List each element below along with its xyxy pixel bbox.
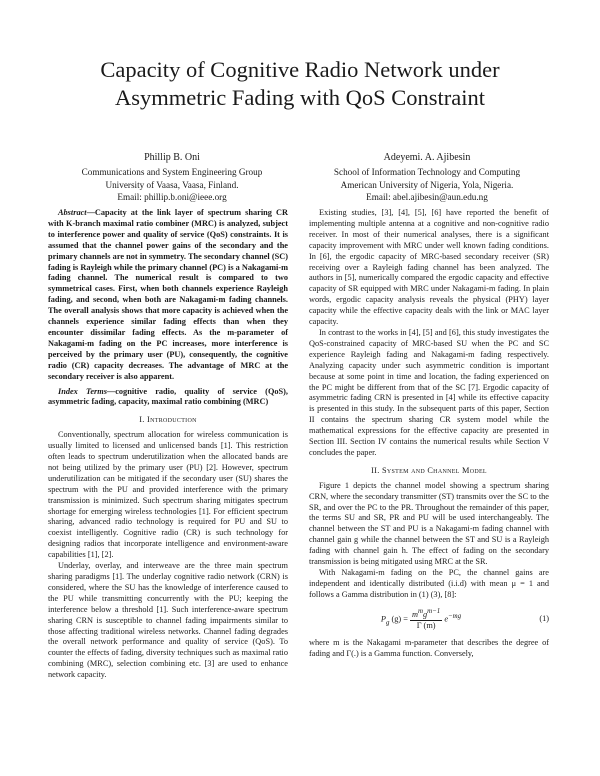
left-column bbox=[48, 208, 288, 681]
paragraph: Underlay, overlay, and interweave are the three main spectrum sharing paradigms [1]. The underlay cognitive radio network (CRN) is considered, where the SU has the knowledge of interference caused to the PU while transmitting concurrently with the PU; keeping the interference below a threshold [1]. Such interference-aware spectrum sharing CRN is susceptible to channel fading impairments similar to those affecting traditional wireless networks. Channel fading degrades the overall network performance and quality of service (QoS). To counter the effects of fading, diversity techniques such as maximal ratio combining (MRC), selection combining etc. [3] are used to enhance network capacity. bbox=[48, 561, 288, 680]
index-terms-label: Index Terms bbox=[58, 386, 107, 396]
section-heading-system-model: II. System and Channel Model bbox=[371, 465, 487, 475]
paper-title bbox=[0, 56, 600, 112]
equation-fraction bbox=[410, 607, 442, 633]
paragraph: where m is the Nakagami m-parameter that describes the degree of fading and Γ(.) is a Gamma function. Conversely, bbox=[309, 638, 549, 659]
author-block-1 bbox=[52, 152, 292, 203]
title-line-1: Capacity of Cognitive Radio Network under bbox=[100, 57, 500, 82]
paragraph: With Nakagami-m fading on the PC, the channel gains are independent and identically distributed (i.i.d) with mean μ = 1 and follows a Gamma distribution in (1) (3), [8]: bbox=[309, 568, 549, 599]
index-terms-text: —cognitive radio, quality of service (QoS), asymmetric fading, capacity, maximal ratio combining (MRC) bbox=[48, 386, 288, 407]
author-dept: Communications and System Engineering Group bbox=[81, 167, 263, 178]
author-inst: University of Vaasa, Vaasa, Finland. bbox=[105, 179, 239, 190]
author-dept: School of Information Technology and Computing bbox=[333, 167, 521, 178]
abstract-label: Abstract bbox=[58, 208, 87, 217]
paragraph: Conventionally, spectrum allocation for wireless communication is usually limited to licensed and unlicensed bands [1]. This restriction often leads to spectrum underutilization when the allocated bands are not being utilized by the primary user (PU) [2]. However, spectrum underutilization can be mitigated if the secondary user (SU) shares the spectrum with the PU and provided interference with the primary transmission is minimized. Such spectrum sharing mitigates spectrum shortage for emerging wireless technologies [1]. For efficient spectrum sharing, advanced radio technology is required for PU and SU to coexist intelligently. Cognitive radio (CR) is such technology for designing radios that incorporate intelligence and environment-aware capabilities [1], [2]. bbox=[48, 430, 288, 560]
author-name: Phillip B. Oni bbox=[144, 152, 200, 163]
author-name: Adeyemi. A. Ajibesin bbox=[383, 152, 471, 163]
right-column bbox=[309, 208, 549, 660]
equation-numerator: $m^mg^{m-1}$ bbox=[410, 607, 442, 622]
abstract-text: —Capacity at the link layer of spectrum sharing CR with K-branch maximal ratio combiner (MRC) is analyzed, subject to interference power and quality of service (QoS) constraints. It is assumed that the channel power gains of the secondary and the primary channels are not in symmetry. The secondary channel (SC) fading is Rayleigh while the primary channel (PC) is a Nakagami-m fading channel. The numerical result is compared to two symmetrical cases. First, when both channels experience Rayleigh fading, and second, when both are Nakagami-m fading channels. The overall analysis shows that more capacity is achieved when the channels experience similar fading effects than when they encounter dissimilar fading effects. As the m-parameter of Nakagami-m fading on the PC increases, more interference is perceived by the primary user (PU), consequently, the cognitive radio (CR) capacity decreases. The advantage of MRC at the secondary receiver is also apparent. bbox=[48, 208, 288, 381]
author-inst: American University of Nigeria, Yola, Nigeria. bbox=[340, 179, 514, 190]
paragraph: Existing studies, [3], [4], [5], [6] have reported the benefit of implementing multiple antenna at a cognitive and non-cognitive radio receiver. In most of their numerical analyses, there is a significant capacity improvement with MRC under well known fading conditions. In [6], the ergodic capacity of MRC-based secondary receiver (SR) receiving over a Rayleigh fading channel has been analyzed. The authors in [5], numerically compared the ergodic capacity and effective capacity of SR equipped with MRC under Nakagami-m fading. In plain words, ergodic capacity analysis reveals the physical (PHY) layer capacity while the effective capacity deals with the link or MAC layer capacity. bbox=[309, 208, 549, 327]
section-heading-introduction: I. Introduction bbox=[139, 415, 197, 425]
equation-body: $P_g$ (g) = $\frac{m^mg^{m-1}}{\Gamma (m)}$ $e^{-mg}$ bbox=[380, 607, 462, 631]
equation-number: (1) bbox=[539, 614, 549, 624]
equation-1 bbox=[309, 607, 549, 633]
paragraph: In contrast to the works in [4], [5] and [6], this study investigates the QoS-constrained capacity of MRC-based SU when the PC and SC experience Rayleigh fading and Nakagami-m fading respectively. Analyzing capacity under such asymmetric condition is important because at some point in time and location, the fading experienced on the PC might be different from that of the SC [7]. Ergodic capacity of asymmetric fading CRN is presented in [4] while its effective capacity is presented in this study. In the subsequent parts of this paper, Section II contains the spectrum sharing CR system model while the mathematical expressions for the effective capacity are presented in Section III. Section IV contains the numerical results while Section V concludes the paper. bbox=[309, 327, 549, 457]
author-email: Email: phillip.b.oni@ieee.org bbox=[117, 191, 227, 202]
author-block-2 bbox=[302, 152, 552, 203]
title-line-2: Asymmetric Fading with QoS Constraint bbox=[115, 85, 485, 110]
abstract bbox=[48, 208, 288, 383]
index-terms bbox=[48, 387, 288, 409]
paragraph: Figure 1 depicts the channel model showing a spectrum sharing CRN, where the secondary transmitter (ST) transmits over the SC to the SR, and over the PC to the PR. Throughout the remainder of this paper, the terms SU and SR, PR and PU will be used interchangeably. The channel between the ST and PU is a Nakagami-m fading channel with channel gain g while the channel between the ST and SU is a Rayleigh fading with channel gain h. The effect of fading on the secondary transmission is being mitigated using MRC at the SR. bbox=[309, 480, 549, 567]
equation-denominator: Γ (m) bbox=[416, 621, 436, 631]
author-email: Email: abel.ajibesin@aun.edu.ng bbox=[366, 191, 488, 202]
